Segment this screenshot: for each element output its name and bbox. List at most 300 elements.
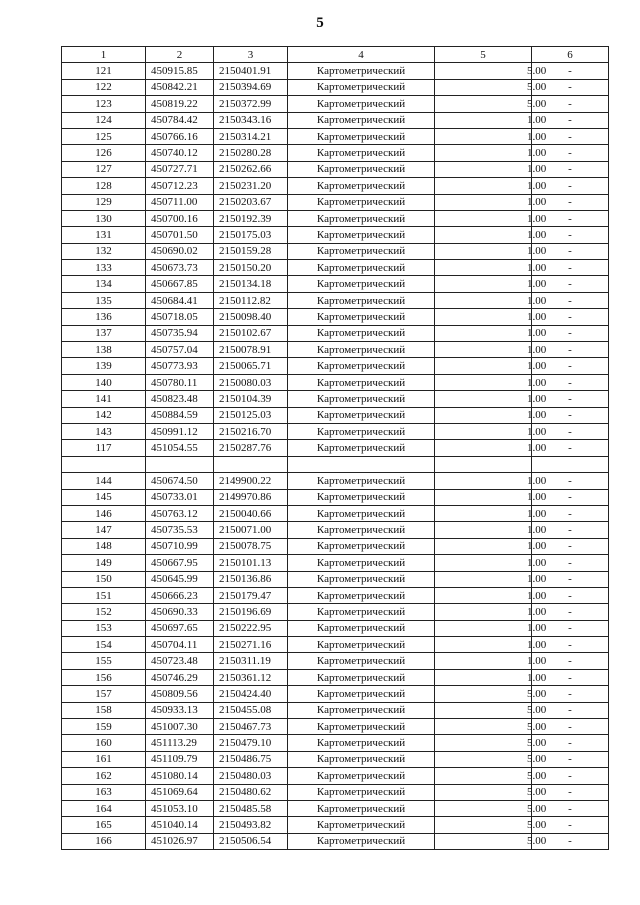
cell-accuracy: 1.00 bbox=[435, 571, 532, 587]
cell-point-number: 166 bbox=[62, 833, 146, 849]
cell-description: - bbox=[532, 178, 609, 194]
cell-x-coordinate: 451054.55 bbox=[146, 440, 214, 456]
header-row bbox=[62, 47, 609, 63]
cell-point-number: 125 bbox=[62, 128, 146, 144]
cell-description: - bbox=[532, 751, 609, 767]
cell-accuracy: 1.00 bbox=[435, 309, 532, 325]
cell-y-coordinate: 2150112.82 bbox=[214, 292, 288, 308]
cell-accuracy: 1.00 bbox=[435, 538, 532, 554]
cell-point-number: 154 bbox=[62, 637, 146, 653]
cell-y-coordinate: 2150102.67 bbox=[214, 325, 288, 341]
cell-x-coordinate: 450712.23 bbox=[146, 178, 214, 194]
cell-x-coordinate: 450690.02 bbox=[146, 243, 214, 259]
cell-description: - bbox=[532, 833, 609, 849]
cell-y-coordinate: 2150287.76 bbox=[214, 440, 288, 456]
cell-description: - bbox=[532, 194, 609, 210]
cell-accuracy: 1.00 bbox=[435, 391, 532, 407]
table-row bbox=[62, 440, 609, 456]
table-row bbox=[62, 391, 609, 407]
cell-method: Картометрический bbox=[288, 768, 435, 784]
cell-point-number: 140 bbox=[62, 374, 146, 390]
cell-y-coordinate: 2150136.86 bbox=[214, 571, 288, 587]
cell-method: Картометрический bbox=[288, 227, 435, 243]
cell-method: Картометрический bbox=[288, 702, 435, 718]
cell-y-coordinate: 2150479.10 bbox=[214, 735, 288, 751]
table-row bbox=[62, 112, 609, 128]
cell-method: Картометрический bbox=[288, 309, 435, 325]
cell-method: Картометрический bbox=[288, 800, 435, 816]
cell-accuracy: 5.00 bbox=[435, 686, 532, 702]
cell-accuracy: 1.00 bbox=[435, 653, 532, 669]
cell-x-coordinate: 450735.53 bbox=[146, 522, 214, 538]
table-row bbox=[62, 178, 609, 194]
cell-y-coordinate: 2150078.91 bbox=[214, 342, 288, 358]
cell-accuracy: 1.00 bbox=[435, 292, 532, 308]
cell-description: - bbox=[532, 800, 609, 816]
cell-y-coordinate: 2150314.21 bbox=[214, 128, 288, 144]
cell-method: Картометрический bbox=[288, 63, 435, 79]
cell-method: Картометрический bbox=[288, 128, 435, 144]
cell-accuracy: 1.00 bbox=[435, 440, 532, 456]
cell-point-number: 164 bbox=[62, 800, 146, 816]
cell-description: - bbox=[532, 719, 609, 735]
cell-point-number: 149 bbox=[62, 555, 146, 571]
cell-accuracy: 1.00 bbox=[435, 260, 532, 276]
cell-description: - bbox=[532, 669, 609, 685]
cell-point-number: 138 bbox=[62, 342, 146, 358]
cell-description: - bbox=[532, 768, 609, 784]
cell-x-coordinate: 450735.94 bbox=[146, 325, 214, 341]
cell-description: - bbox=[532, 161, 609, 177]
table-row bbox=[62, 784, 609, 800]
cell-x-coordinate: 450757.04 bbox=[146, 342, 214, 358]
cell-description: - bbox=[532, 260, 609, 276]
cell-description: - bbox=[532, 571, 609, 587]
cell-point-number: 117 bbox=[62, 440, 146, 456]
cell-accuracy: 1.00 bbox=[435, 489, 532, 505]
cell-point-number: 122 bbox=[62, 79, 146, 95]
cell-accuracy: 5.00 bbox=[435, 784, 532, 800]
cell-point-number: 133 bbox=[62, 260, 146, 276]
cell-description: - bbox=[532, 686, 609, 702]
cell-description: - bbox=[532, 522, 609, 538]
cell-description: - bbox=[532, 587, 609, 603]
table-row bbox=[62, 604, 609, 620]
column-header-x-coordinate: 2 bbox=[146, 47, 214, 63]
cell-point-number: 148 bbox=[62, 538, 146, 554]
table-row bbox=[62, 587, 609, 603]
cell-description: - bbox=[532, 128, 609, 144]
table-row bbox=[62, 653, 609, 669]
cell-y-coordinate: 2150216.70 bbox=[214, 423, 288, 439]
cell-method: Картометрический bbox=[288, 276, 435, 292]
cell-y-coordinate: 2150065.71 bbox=[214, 358, 288, 374]
cell-description: - bbox=[532, 227, 609, 243]
cell-y-coordinate: 2150222.95 bbox=[214, 620, 288, 636]
cell-x-coordinate: 451007.30 bbox=[146, 719, 214, 735]
cell-method: Картометрический bbox=[288, 489, 435, 505]
cell-method: Картометрический bbox=[288, 112, 435, 128]
cell-method: Картометрический bbox=[288, 358, 435, 374]
cell-accuracy: 1.00 bbox=[435, 374, 532, 390]
cell-point-number: 132 bbox=[62, 243, 146, 259]
cell-point-number: 135 bbox=[62, 292, 146, 308]
cell-y-coordinate: 2150361.12 bbox=[214, 669, 288, 685]
cell-y-coordinate: 2150203.67 bbox=[214, 194, 288, 210]
cell-point-number: 144 bbox=[62, 473, 146, 489]
cell-description: - bbox=[532, 407, 609, 423]
cell-x-coordinate: 450915.85 bbox=[146, 63, 214, 79]
cell-y-coordinate: 2150231.20 bbox=[214, 178, 288, 194]
cell-point-number: 157 bbox=[62, 686, 146, 702]
cell-accuracy: 1.00 bbox=[435, 243, 532, 259]
cell-point-number: 145 bbox=[62, 489, 146, 505]
cell-method: Картометрический bbox=[288, 161, 435, 177]
cell-y-coordinate: 2150455.08 bbox=[214, 702, 288, 718]
cell-method: Картометрический bbox=[288, 686, 435, 702]
cell-description: - bbox=[532, 358, 609, 374]
cell-accuracy: 1.00 bbox=[435, 194, 532, 210]
cell-method: Картометрический bbox=[288, 751, 435, 767]
cell-description: - bbox=[532, 423, 609, 439]
cell-point-number: 127 bbox=[62, 161, 146, 177]
cell-accuracy: 5.00 bbox=[435, 768, 532, 784]
cell-y-coordinate: 2150078.75 bbox=[214, 538, 288, 554]
cell-point-number: 141 bbox=[62, 391, 146, 407]
table-row bbox=[62, 473, 609, 489]
cell-accuracy: 1.00 bbox=[435, 128, 532, 144]
cell-accuracy: 1.00 bbox=[435, 669, 532, 685]
cell-description: - bbox=[532, 276, 609, 292]
cell-method: Картометрический bbox=[288, 620, 435, 636]
table-row bbox=[62, 161, 609, 177]
cell-y-coordinate: 2150480.62 bbox=[214, 784, 288, 800]
cell-x-coordinate: 450667.85 bbox=[146, 276, 214, 292]
cell-x-coordinate: 450933.13 bbox=[146, 702, 214, 718]
cell-point-number: 131 bbox=[62, 227, 146, 243]
cell-method: Картометрический bbox=[288, 292, 435, 308]
cell-description: - bbox=[532, 145, 609, 161]
table-row bbox=[62, 669, 609, 685]
cell-point-number: 151 bbox=[62, 587, 146, 603]
cell-point-number: 155 bbox=[62, 653, 146, 669]
column-header-point-number: 1 bbox=[62, 47, 146, 63]
table-row bbox=[62, 260, 609, 276]
cell-x-coordinate: 450718.05 bbox=[146, 309, 214, 325]
cell-accuracy: 5.00 bbox=[435, 735, 532, 751]
cell-method: Картометрический bbox=[288, 473, 435, 489]
cell-accuracy: 5.00 bbox=[435, 719, 532, 735]
cell-accuracy: 5.00 bbox=[435, 817, 532, 833]
cell-x-coordinate: 450991.12 bbox=[146, 423, 214, 439]
cell-y-coordinate: 2150401.91 bbox=[214, 63, 288, 79]
cell-method: Картометрический bbox=[288, 342, 435, 358]
cell-y-coordinate: 2150493.82 bbox=[214, 817, 288, 833]
cell-point-number: 126 bbox=[62, 145, 146, 161]
cell-x-coordinate: 450842.21 bbox=[146, 79, 214, 95]
cell-method: Картометрический bbox=[288, 571, 435, 587]
cell-x-coordinate: 450723.48 bbox=[146, 653, 214, 669]
cell-x-coordinate: 451040.14 bbox=[146, 817, 214, 833]
cell-x-coordinate: 450727.71 bbox=[146, 161, 214, 177]
cell-accuracy: 5.00 bbox=[435, 79, 532, 95]
table-row bbox=[62, 538, 609, 554]
cell-accuracy: 1.00 bbox=[435, 407, 532, 423]
cell-y-coordinate: 2150192.39 bbox=[214, 210, 288, 226]
cell-method: Картометрический bbox=[288, 669, 435, 685]
table-row bbox=[62, 243, 609, 259]
cell-accuracy: 5.00 bbox=[435, 751, 532, 767]
cell-accuracy: 1.00 bbox=[435, 112, 532, 128]
cell-method: Картометрический bbox=[288, 604, 435, 620]
cell-accuracy: 1.00 bbox=[435, 210, 532, 226]
cell-point-number: 158 bbox=[62, 702, 146, 718]
table-row bbox=[62, 194, 609, 210]
cell-x-coordinate: 451026.97 bbox=[146, 833, 214, 849]
cell-description: - bbox=[532, 391, 609, 407]
cell-point-number: 159 bbox=[62, 719, 146, 735]
cell-accuracy: 5.00 bbox=[435, 833, 532, 849]
cell-description bbox=[532, 456, 609, 472]
cell-x-coordinate: 450697.65 bbox=[146, 620, 214, 636]
cell-description: - bbox=[532, 374, 609, 390]
column-header-accuracy: 5 bbox=[435, 47, 532, 63]
cell-x-coordinate: 450823.48 bbox=[146, 391, 214, 407]
cell-accuracy: 1.00 bbox=[435, 604, 532, 620]
cell-description: - bbox=[532, 63, 609, 79]
cell-method: Картометрический bbox=[288, 243, 435, 259]
cell-y-coordinate: 2150485.58 bbox=[214, 800, 288, 816]
cell-point-number: 142 bbox=[62, 407, 146, 423]
cell-y-coordinate: 2150159.28 bbox=[214, 243, 288, 259]
cell-y-coordinate: 2150262.66 bbox=[214, 161, 288, 177]
table-row bbox=[62, 358, 609, 374]
cell-description: - bbox=[532, 735, 609, 751]
cell-x-coordinate: 450710.99 bbox=[146, 538, 214, 554]
cell-y-coordinate bbox=[214, 456, 288, 472]
cell-point-number: 156 bbox=[62, 669, 146, 685]
cell-point-number: 134 bbox=[62, 276, 146, 292]
cell-description: - bbox=[532, 702, 609, 718]
cell-point-number: 152 bbox=[62, 604, 146, 620]
cell-x-coordinate: 450673.73 bbox=[146, 260, 214, 276]
cell-y-coordinate: 2150394.69 bbox=[214, 79, 288, 95]
cell-method: Картометрический bbox=[288, 637, 435, 653]
cell-method: Картометрический bbox=[288, 719, 435, 735]
cell-x-coordinate: 450701.50 bbox=[146, 227, 214, 243]
table-row bbox=[62, 423, 609, 439]
cell-method: Картометрический bbox=[288, 440, 435, 456]
cell-method: Картометрический bbox=[288, 735, 435, 751]
cell-accuracy: 5.00 bbox=[435, 63, 532, 79]
cell-description: - bbox=[532, 653, 609, 669]
page-number: 5 bbox=[316, 15, 324, 31]
cell-description: - bbox=[532, 309, 609, 325]
table-row bbox=[62, 374, 609, 390]
table-row bbox=[62, 276, 609, 292]
cell-y-coordinate: 2150104.39 bbox=[214, 391, 288, 407]
column-header-y-coordinate: 3 bbox=[214, 47, 288, 63]
table-row bbox=[62, 210, 609, 226]
coordinates-table bbox=[61, 46, 609, 850]
cell-description: - bbox=[532, 473, 609, 489]
cell-method: Картометрический bbox=[288, 194, 435, 210]
cell-description: - bbox=[532, 555, 609, 571]
column-header-description: 6 bbox=[532, 47, 609, 63]
cell-method: Картометрический bbox=[288, 522, 435, 538]
cell-accuracy: 1.00 bbox=[435, 342, 532, 358]
cell-x-coordinate: 450645.99 bbox=[146, 571, 214, 587]
cell-method: Картометрический bbox=[288, 79, 435, 95]
cell-accuracy: 5.00 bbox=[435, 96, 532, 112]
cell-accuracy: 1.00 bbox=[435, 358, 532, 374]
cell-accuracy: 1.00 bbox=[435, 620, 532, 636]
cell-point-number: 161 bbox=[62, 751, 146, 767]
cell-point-number: 123 bbox=[62, 96, 146, 112]
table-row bbox=[62, 555, 609, 571]
cell-point-number: 139 bbox=[62, 358, 146, 374]
cell-accuracy: 1.00 bbox=[435, 423, 532, 439]
cell-y-coordinate: 2150134.18 bbox=[214, 276, 288, 292]
cell-method: Картометрический bbox=[288, 538, 435, 554]
cell-description: - bbox=[532, 440, 609, 456]
cell-x-coordinate: 450711.00 bbox=[146, 194, 214, 210]
cell-y-coordinate: 2150271.16 bbox=[214, 637, 288, 653]
cell-point-number: 163 bbox=[62, 784, 146, 800]
cell-description: - bbox=[532, 817, 609, 833]
cell-x-coordinate: 450746.29 bbox=[146, 669, 214, 685]
cell-point-number bbox=[62, 456, 146, 472]
table-row bbox=[62, 620, 609, 636]
cell-accuracy bbox=[435, 456, 532, 472]
cell-accuracy: 1.00 bbox=[435, 276, 532, 292]
cell-accuracy: 1.00 bbox=[435, 161, 532, 177]
cell-point-number: 147 bbox=[62, 522, 146, 538]
cell-y-coordinate: 2150372.99 bbox=[214, 96, 288, 112]
table-body bbox=[62, 63, 609, 850]
table-row bbox=[62, 571, 609, 587]
table-row bbox=[62, 817, 609, 833]
cell-description: - bbox=[532, 342, 609, 358]
table-row bbox=[62, 489, 609, 505]
cell-x-coordinate: 450700.16 bbox=[146, 210, 214, 226]
table-header bbox=[62, 47, 609, 63]
table-row bbox=[62, 79, 609, 95]
cell-method: Картометрический bbox=[288, 505, 435, 521]
cell-point-number: 128 bbox=[62, 178, 146, 194]
table-row bbox=[62, 342, 609, 358]
cell-description: - bbox=[532, 243, 609, 259]
cell-x-coordinate: 450690.33 bbox=[146, 604, 214, 620]
cell-description: - bbox=[532, 96, 609, 112]
cell-accuracy: 5.00 bbox=[435, 702, 532, 718]
table-row bbox=[62, 751, 609, 767]
cell-point-number: 165 bbox=[62, 817, 146, 833]
cell-method: Картометрический bbox=[288, 833, 435, 849]
cell-y-coordinate: 2150486.75 bbox=[214, 751, 288, 767]
cell-y-coordinate: 2150080.03 bbox=[214, 374, 288, 390]
cell-point-number: 146 bbox=[62, 505, 146, 521]
cell-method bbox=[288, 456, 435, 472]
cell-description: - bbox=[532, 210, 609, 226]
cell-x-coordinate: 451080.14 bbox=[146, 768, 214, 784]
cell-y-coordinate: 2150196.69 bbox=[214, 604, 288, 620]
cell-method: Картометрический bbox=[288, 653, 435, 669]
cell-accuracy: 1.00 bbox=[435, 555, 532, 571]
table-row bbox=[62, 63, 609, 79]
cell-description: - bbox=[532, 505, 609, 521]
cell-point-number: 153 bbox=[62, 620, 146, 636]
cell-point-number: 130 bbox=[62, 210, 146, 226]
cell-method: Картометрический bbox=[288, 325, 435, 341]
table-row bbox=[62, 407, 609, 423]
cell-accuracy: 1.00 bbox=[435, 505, 532, 521]
cell-y-coordinate: 2150071.00 bbox=[214, 522, 288, 538]
cell-y-coordinate: 2150175.03 bbox=[214, 227, 288, 243]
column-header-method: 4 bbox=[288, 47, 435, 63]
cell-description: - bbox=[532, 325, 609, 341]
cell-method: Картометрический bbox=[288, 817, 435, 833]
cell-x-coordinate: 450773.93 bbox=[146, 358, 214, 374]
table-row bbox=[62, 128, 609, 144]
table-row bbox=[62, 735, 609, 751]
cell-description: - bbox=[532, 112, 609, 128]
cell-y-coordinate: 2150280.28 bbox=[214, 145, 288, 161]
table-row bbox=[62, 96, 609, 112]
cell-method: Картометрический bbox=[288, 210, 435, 226]
cell-description: - bbox=[532, 604, 609, 620]
cell-method: Картометрический bbox=[288, 423, 435, 439]
cell-x-coordinate: 450740.12 bbox=[146, 145, 214, 161]
cell-x-coordinate: 450809.56 bbox=[146, 686, 214, 702]
cell-y-coordinate: 2150179.47 bbox=[214, 587, 288, 603]
table-row bbox=[62, 686, 609, 702]
cell-y-coordinate: 2150150.20 bbox=[214, 260, 288, 276]
cell-y-coordinate: 2150098.40 bbox=[214, 309, 288, 325]
cell-x-coordinate: 451113.29 bbox=[146, 735, 214, 751]
cell-x-coordinate: 451053.10 bbox=[146, 800, 214, 816]
cell-y-coordinate: 2150467.73 bbox=[214, 719, 288, 735]
table-row bbox=[62, 833, 609, 849]
cell-method: Картометрический bbox=[288, 145, 435, 161]
cell-y-coordinate: 2150424.40 bbox=[214, 686, 288, 702]
cell-y-coordinate: 2150480.03 bbox=[214, 768, 288, 784]
cell-description: - bbox=[532, 637, 609, 653]
cell-y-coordinate: 2149970.86 bbox=[214, 489, 288, 505]
cell-y-coordinate: 2149900.22 bbox=[214, 473, 288, 489]
cell-point-number: 137 bbox=[62, 325, 146, 341]
cell-x-coordinate: 451109.79 bbox=[146, 751, 214, 767]
cell-point-number: 121 bbox=[62, 63, 146, 79]
cell-x-coordinate: 450684.41 bbox=[146, 292, 214, 308]
cell-method: Картометрический bbox=[288, 587, 435, 603]
cell-accuracy: 1.00 bbox=[435, 522, 532, 538]
cell-y-coordinate: 2150343.16 bbox=[214, 112, 288, 128]
cell-x-coordinate: 450674.50 bbox=[146, 473, 214, 489]
cell-accuracy: 1.00 bbox=[435, 637, 532, 653]
cell-description: - bbox=[532, 79, 609, 95]
cell-accuracy: 1.00 bbox=[435, 145, 532, 161]
cell-x-coordinate bbox=[146, 456, 214, 472]
table-row bbox=[62, 456, 609, 472]
cell-x-coordinate: 450667.95 bbox=[146, 555, 214, 571]
cell-point-number: 162 bbox=[62, 768, 146, 784]
cell-accuracy: 1.00 bbox=[435, 473, 532, 489]
cell-y-coordinate: 2150101.13 bbox=[214, 555, 288, 571]
cell-y-coordinate: 2150506.54 bbox=[214, 833, 288, 849]
cell-x-coordinate: 450733.01 bbox=[146, 489, 214, 505]
cell-method: Картометрический bbox=[288, 407, 435, 423]
